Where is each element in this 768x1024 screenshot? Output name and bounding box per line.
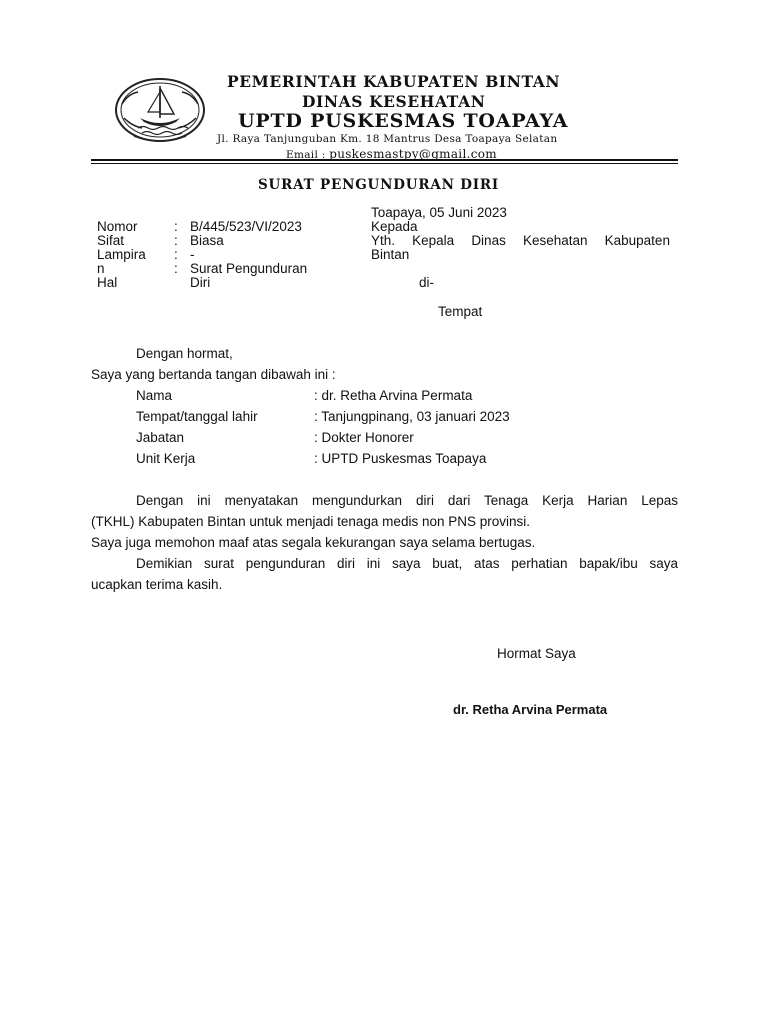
bintan-regency-logo: [112, 74, 208, 146]
nomor-colon: :: [174, 219, 178, 234]
paragraph-2: Saya juga memohon maaf atas segala kekurangan saya selama bertugas.: [91, 535, 536, 550]
recipient-di: di-: [419, 275, 435, 290]
hal-value-line2: Diri: [190, 275, 211, 290]
recipient-line1: [371, 233, 670, 248]
email-address: puskesmastpy@gmail.com: [329, 147, 497, 161]
salutation: Dengan hormat,: [136, 346, 233, 361]
sifat-value: Biasa: [190, 233, 224, 248]
hal-value-line1: Surat Pengunduran: [190, 261, 308, 276]
paragraph-1-line2: (TKHL) Kabupaten Bintan untuk menjadi tenaga medis non PNS provinsi.: [91, 514, 531, 529]
field-value-nama: : dr. Retha Arvina Permata: [314, 388, 473, 403]
nomor-label: Nomor: [97, 219, 138, 234]
recipient-line2: Bintan: [371, 247, 410, 262]
recipient-tempat: Tempat: [438, 304, 483, 319]
recipient-word: Kesehatan: [522, 233, 588, 248]
letterhead-address: Jl. Raya Tanjunguban Km. 18 Mantrus Desa Toapaya Selatan: [217, 133, 558, 145]
nomor-value: B/445/523/VI/2023: [190, 219, 302, 234]
recipient-kepada: Kepada: [371, 219, 418, 234]
field-value-unit: : UPTD Puskesmas Toapaya: [314, 451, 487, 466]
paragraph-3-line2: ucapkan terima kasih.: [91, 577, 223, 592]
letterhead-rule-thick: [91, 159, 678, 161]
recipient-word: Kepala: [412, 233, 455, 248]
letterhead-line3: UPTD PUSKESMAS TOAPAYA: [238, 110, 569, 132]
letterhead-line1: PEMERINTAH KABUPATEN BINTAN: [227, 72, 561, 91]
signatory-name: dr. Retha Arvina Permata: [453, 702, 608, 717]
field-value-jabatan: : Dokter Honorer: [314, 430, 414, 445]
paragraph-3-line1: Demikian surat pengunduran diri ini saya buat, atas perhatian bapak/ibu saya: [136, 556, 678, 571]
lampiran-colon: :: [174, 247, 178, 262]
field-label-unit: Unit Kerja: [136, 451, 196, 466]
field-label-jabatan: Jabatan: [136, 430, 185, 445]
field-value-ttl: : Tanjungpinang, 03 januari 2023: [314, 409, 510, 424]
recipient-word: Kabupaten: [604, 233, 670, 248]
hal-colon: :: [174, 261, 178, 276]
lampiran-value: -: [190, 247, 195, 262]
letter-date: Toapaya, 05 Juni 2023: [371, 205, 507, 220]
intro-line: Saya yang bertanda tangan dibawah ini :: [91, 367, 336, 382]
closing-hormat: Hormat Saya: [497, 646, 576, 661]
lampiran-label-wrap: n: [97, 261, 105, 276]
field-label-ttl: Tempat/tanggal lahir: [136, 409, 258, 424]
hal-label: Hal: [97, 275, 118, 290]
email-label: Email :: [286, 149, 330, 161]
lampiran-label: Lampira: [97, 247, 146, 262]
letterhead-rule-thin: [91, 163, 678, 164]
recipient-word: Yth.: [371, 233, 396, 248]
letterhead-line2: DINAS KESEHATAN: [302, 92, 486, 111]
recipient-word: Dinas: [471, 233, 506, 248]
field-label-nama: Nama: [136, 388, 173, 403]
sifat-label: Sifat: [97, 233, 125, 248]
sifat-colon: :: [174, 233, 178, 248]
document-title: SURAT PENGUNDURAN DIRI: [258, 177, 500, 193]
paragraph-1-line1: Dengan ini menyatakan mengundurkan diri dari Tenaga Kerja Harian Lepas: [136, 493, 678, 508]
